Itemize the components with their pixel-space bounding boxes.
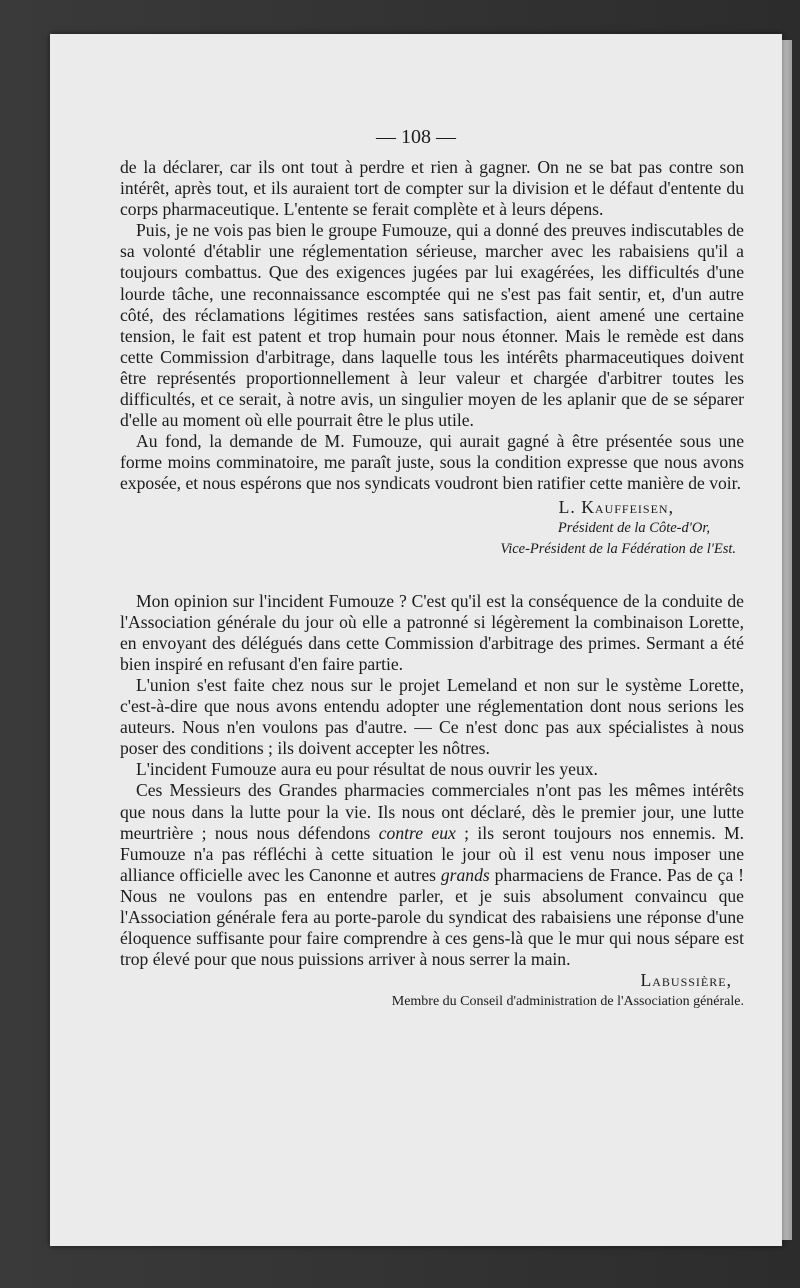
signature-labussiere: Labussière,	[640, 970, 732, 991]
signature-kauffeisen-title-1: Président de la Côte-d'Or,	[557, 519, 710, 536]
paragraph-5: L'union s'est faite chez nous sur le projet Lemeland et non sur le système Lorette, c'est-à-dire que nous avons entendu adopter une réglementation dont nous serions les auteurs. Nous n'en voulons pas d'autre. — Ce n'est donc pas aux spécialistes à nous poser des conditions ; ils doivent accepter les nôtres.	[120, 674, 744, 759]
signature-kauffeisen-title-2: Vice-Président de la Fédération de l'Est.	[500, 540, 736, 557]
paragraph-2: Puis, je ne vois pas bien le groupe Fumouze, qui a donné des preuves indiscutables de sa volonté d'établir une réglementation sérieuse, marcher avec les rabaisiens qu'il a toujours combattus. Que des exigences jugées par lui exagérées, les difficultés d'une lourde tâche, une reconnaissance escomptée qui ne s'est pas fait sentir, et, d'un autre côté, des réclamations légitimes restées sans satisfaction, aient amené une certaine tension, le fait est patent et trop humain pour nous étonner. Mais le remède est dans cette Commission d'arbitrage, dans laquelle tous les intérêts pharmaceutiques doivent être représentés proportionnellement à leur valeur et chargée d'arbitrer toutes les difficultés, et ce serait, à notre avis, un singulier moyen de les aplanir que de se séparer d'elle au moment où elle pourrait être le plus utile.	[120, 220, 744, 431]
paragraph-1: de la déclarer, car ils ont tout à perdre et rien à gagner. On ne se bat pas contre son intérêt, après tout, et ils auraient tort de compter sur la division et le défaut d'entente du corps pharmaceutique. L'entente se ferait complète et à leurs dépens.	[120, 157, 744, 220]
paragraph-3: Au fond, la demande de M. Fumouze, qui aurait gagné à être présentée sous une forme moins comminatoire, me paraît juste, sous la condition expresse que nous avons exposée, et nous espérons que nos syndicats voudront bien ratifier cette manière de voir.	[120, 431, 744, 494]
paragraph-7-emphasis-2: grands	[440, 864, 490, 885]
body-text	[120, 157, 744, 1012]
paragraph-7-part-b: ; ils seront toujours nos ennemis. M. Fumouze n'a pas réfléchi à cette situation le jour où il est venu nous imposer une alliance officielle avec les Canonne et autres	[120, 822, 745, 885]
paragraph-7-part-a: Ces Messieurs des Grandes pharmacies commerciales n'ont pas les mêmes intérêts que nous dans la lutte pour la vie. Ils nous ont déclaré, dès le premier jour, une lutte meurtrière ; nous nous défendons	[120, 780, 744, 843]
paragraph-7-part-c: pharmaciens de France. Pas de ça ! Nous ne voulons pas en entendre parler, et je suis absolument convaincu que l'Association générale fera au porte-parole du syndicat des rabaisiens une réponse d'une éloquence suffisante pour faire comprendre à ces gens-là que le mur qui nous sépare est trop élevé pour que nous puissions arriver à nous serrer la main.	[120, 864, 744, 970]
paragraph-7-emphasis-1: contre eux	[378, 822, 456, 843]
section-gap	[120, 560, 744, 591]
paragraph-4: Mon opinion sur l'incident Fumouze ? C'est qu'il est la conséquence de la conduite de l'Association générale du jour où elle a patronné si légèrement la combinaison Lorette, en envoyant des délégués dans cette Commission d'arbitrage des primes. Sermant a été bien inspiré en refusant d'en faire partie.	[120, 590, 744, 674]
signature-labussiere-role: Membre du Conseil d'administration de l'Association générale.	[391, 994, 744, 1010]
paragraph-7	[120, 780, 744, 970]
paragraph-6: L'incident Fumouze aura eu pour résultat de nous ouvrir les yeux.	[136, 759, 598, 780]
signature-kauffeisen: L. Kauffeisen,	[558, 496, 674, 517]
page-number: — 108 —	[376, 126, 456, 148]
page-edge	[782, 40, 792, 1240]
